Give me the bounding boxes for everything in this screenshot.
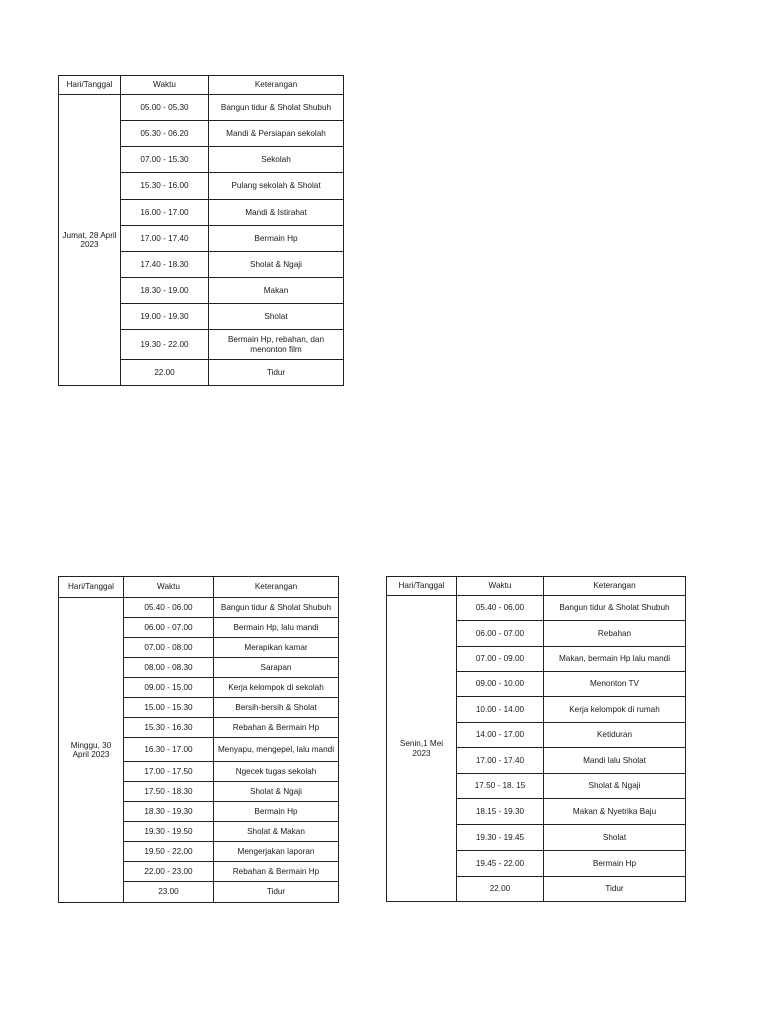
activity-cell: Bermain Hp, rebahan, dan menonton film	[209, 330, 344, 360]
activity-cell: Bermain Hp	[544, 851, 686, 877]
activity-cell: Bangun tidur & Sholat Shubuh	[209, 95, 344, 121]
activity-cell: Sholat & Makan	[214, 822, 339, 842]
time-cell: 07.00 - 08.00	[124, 638, 214, 658]
activity-cell: Mandi & Istirahat	[209, 200, 344, 226]
activity-cell: Tidur	[544, 877, 686, 902]
time-cell: 06.00 - 07.00	[457, 621, 544, 647]
activity-cell: Sholat & Ngaji	[214, 782, 339, 802]
time-cell: 19.45 - 22.00	[457, 851, 544, 877]
time-cell: 18.30 - 19.30	[124, 802, 214, 822]
activity-cell: Bermain Hp, lalu mandi	[214, 618, 339, 638]
header-hari-tanggal: Hari/Tanggal	[59, 76, 121, 95]
activity-cell: Bermain Hp	[214, 802, 339, 822]
time-cell: 17.00 - 17.50	[124, 762, 214, 782]
time-cell: 18.30 - 19.00	[121, 278, 209, 304]
activity-cell: Menyapu, mengepel, lalu mandi	[214, 738, 339, 762]
activity-cell: Bangun tidur & Sholat Shubuh	[544, 596, 686, 621]
activity-cell: Sholat & Ngaji	[209, 252, 344, 278]
time-cell: 07.00 - 09.00	[457, 647, 544, 672]
activity-cell: Bangun tidur & Sholat Shubuh	[214, 598, 339, 618]
time-cell: 05.40 - 06.00	[124, 598, 214, 618]
header-waktu: Waktu	[457, 577, 544, 596]
header-keterangan: Keterangan	[214, 577, 339, 598]
activity-cell: Makan, bermain Hp lalu mandi	[544, 647, 686, 672]
time-cell: 19.30 - 22.00	[121, 330, 209, 360]
activity-cell: Sholat	[544, 825, 686, 851]
day-cell: Minggu, 30 April 2023	[59, 598, 124, 903]
activity-cell: Mandi lalu Sholat	[544, 748, 686, 774]
header-hari-tanggal: Hari/Tanggal	[387, 577, 457, 596]
activity-cell: Tidur	[214, 882, 339, 903]
activity-cell: Sekolah	[209, 147, 344, 173]
activity-cell: Kerja kelompok di sekolah	[214, 678, 339, 698]
schedule-table-jumat	[58, 75, 344, 386]
time-cell: 09.00 - 15.00	[124, 678, 214, 698]
header-hari-tanggal: Hari/Tanggal	[59, 577, 124, 598]
activity-cell: Rebahan & Bermain Hp	[214, 862, 339, 882]
activity-cell: Sholat	[209, 304, 344, 330]
schedule-table-senin	[386, 576, 686, 902]
time-cell: 19.30 - 19.50	[124, 822, 214, 842]
time-cell: 19.50 - 22.00	[124, 842, 214, 862]
time-cell: 17.00 - 17.40	[121, 226, 209, 252]
activity-cell: Sholat & Ngaji	[544, 774, 686, 799]
time-cell: 15.30 - 16.00	[121, 173, 209, 200]
time-cell: 17.50 - 18. 15	[457, 774, 544, 799]
activity-cell: Merapikan kamar	[214, 638, 339, 658]
activity-cell: Rebahan & Bermain Hp	[214, 718, 339, 738]
time-cell: 23.00	[124, 882, 214, 903]
activity-cell: Mengerjakan laporan	[214, 842, 339, 862]
activity-cell: Makan	[209, 278, 344, 304]
activity-cell: Kerja kelompok di rumah	[544, 697, 686, 723]
header-keterangan: Keterangan	[209, 76, 344, 95]
time-cell: 17.00 - 17.40	[457, 748, 544, 774]
time-cell: 22.00 - 23.00	[124, 862, 214, 882]
activity-cell: Ketiduran	[544, 723, 686, 748]
time-cell: 17.40 - 18.30	[121, 252, 209, 278]
time-cell: 05.40 - 06.00	[457, 596, 544, 621]
time-cell: 22.00	[121, 360, 209, 386]
activity-cell: Rebahan	[544, 621, 686, 647]
time-cell: 19.30 - 19.45	[457, 825, 544, 851]
activity-cell: Ngecek tugas sekolah	[214, 762, 339, 782]
time-cell: 17.50 - 18.30	[124, 782, 214, 802]
header-keterangan: Keterangan	[544, 577, 686, 596]
activity-cell: Tidur	[209, 360, 344, 386]
time-cell: 18.15 - 19.30	[457, 799, 544, 825]
activity-cell: Bermain Hp	[209, 226, 344, 252]
time-cell: 07.00 - 15.30	[121, 147, 209, 173]
activity-cell: Makan & Nyetrika Baju	[544, 799, 686, 825]
day-cell: Jumat, 28 April 2023	[59, 95, 121, 386]
activity-cell: Sarapan	[214, 658, 339, 678]
time-cell: 15.00 - 15.30	[124, 698, 214, 718]
header-waktu: Waktu	[121, 76, 209, 95]
time-cell: 05.30 - 06.20	[121, 121, 209, 147]
time-cell: 14.00 - 17.00	[457, 723, 544, 748]
time-cell: 05.00 - 05.30	[121, 95, 209, 121]
activity-cell: Bersih-bersih & Sholat	[214, 698, 339, 718]
day-cell: Senin,1 Mei 2023	[387, 596, 457, 902]
time-cell: 16.30 - 17.00	[124, 738, 214, 762]
time-cell: 16.00 - 17.00	[121, 200, 209, 226]
schedule-table-minggu	[58, 576, 339, 903]
activity-cell: Mandi & Persiapan sekolah	[209, 121, 344, 147]
time-cell: 08.00 - 08.30	[124, 658, 214, 678]
header-waktu: Waktu	[124, 577, 214, 598]
time-cell: 09.00 - 10.00	[457, 672, 544, 697]
time-cell: 22.00	[457, 877, 544, 902]
activity-cell: Menonton TV	[544, 672, 686, 697]
time-cell: 15.30 - 16.30	[124, 718, 214, 738]
activity-cell: Pulang sekolah & Sholat	[209, 173, 344, 200]
time-cell: 10.00 - 14.00	[457, 697, 544, 723]
time-cell: 19.00 - 19.30	[121, 304, 209, 330]
time-cell: 06.00 - 07.00	[124, 618, 214, 638]
